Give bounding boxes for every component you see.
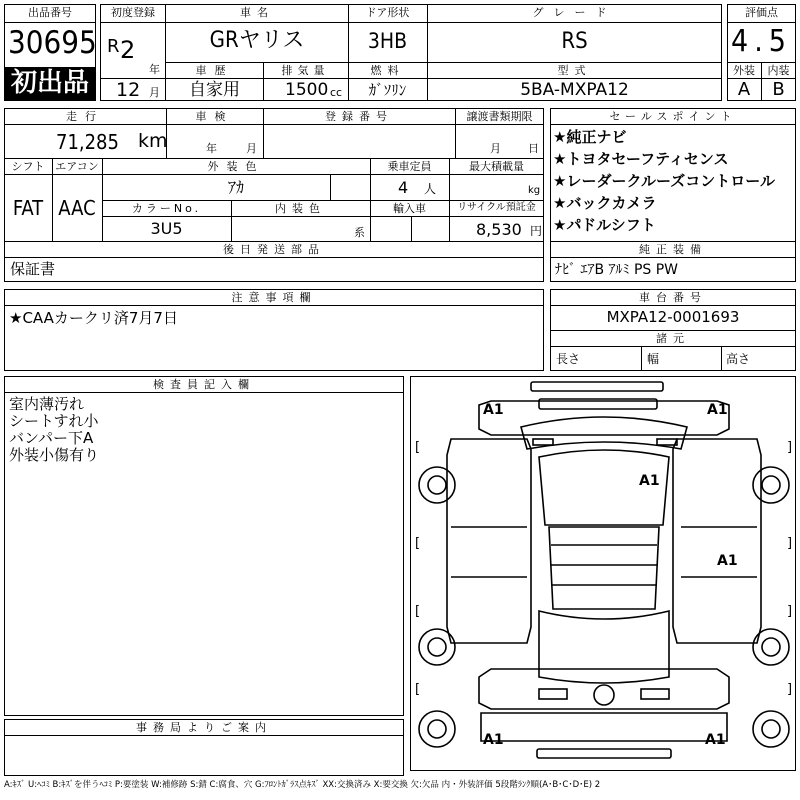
capacity-unit: 人 [424, 182, 437, 196]
displacement-label: 排気量 [281, 64, 330, 77]
exterior-color-label: 外装色 [207, 160, 265, 173]
damage-mark: A1 [705, 732, 726, 748]
ac: AAC [58, 196, 96, 220]
lot-number-label: 出品番号 [28, 6, 72, 19]
dimensions-label: 諸元 [656, 332, 690, 345]
shift: FAT [12, 196, 44, 220]
height-label: 高さ [726, 352, 751, 366]
score-label: 評価点 [745, 6, 778, 19]
recycle-deposit-label: リサイクル預託金 [457, 202, 536, 213]
svg-text:]: ] [787, 536, 793, 551]
later-parts-label: 後日発送部品 [223, 243, 325, 256]
inspector-line: 室内薄汚れ [9, 395, 85, 413]
svg-text:[: [ [415, 604, 421, 619]
damage-mark: A1 [639, 473, 660, 489]
notes-label: 注意事項欄 [231, 291, 317, 304]
grade: RS [561, 29, 588, 54]
equipment-label: 純正装備 [639, 243, 707, 256]
office-notice-label: 事務局よりご案内 [136, 721, 272, 734]
recycle-deposit: 8,530 [476, 220, 522, 239]
mileage-label: 走行 [66, 110, 104, 123]
sales-points-label: セールスポイント [609, 110, 737, 123]
chassis-number: MXPA12-0001693 [606, 308, 740, 326]
score: 4.5 [731, 24, 792, 59]
svg-text:[: [ [415, 536, 421, 551]
shift-label: シフト [11, 160, 45, 173]
capacity: 4 [398, 178, 409, 197]
svg-text:]: ] [787, 604, 793, 619]
year-unit: 年 [149, 63, 160, 76]
exterior-grade: A [737, 79, 751, 100]
displacement: 1500 [285, 80, 329, 100]
model-code-label: 型式 [557, 64, 592, 77]
later-parts: 保証書 [10, 260, 56, 278]
door-type: 3HB [367, 29, 408, 53]
width-label: 幅 [647, 352, 660, 366]
registration-number-label: 登録番号 [325, 110, 393, 123]
car-damage-diagram [410, 376, 796, 771]
exterior-color: ｱｶ [227, 178, 244, 197]
ac-label: エアコン [55, 160, 99, 173]
exterior-label: 外装 [733, 64, 755, 77]
interior-color-unit: 系 [354, 226, 365, 239]
era-year: 2 [120, 36, 136, 64]
length-label: 長さ [556, 352, 581, 366]
transfer-month-unit: 月 [490, 142, 501, 155]
displacement-unit: cc [330, 86, 343, 99]
sales-point: ★純正ナビ [553, 128, 627, 146]
car-name-label: 車名 [240, 6, 274, 19]
era-letter: R [107, 36, 120, 57]
import-label: 輸入車 [393, 202, 426, 215]
svg-text:[: [ [415, 682, 421, 697]
door-type-label: ドア形状 [365, 6, 410, 19]
recycle-deposit-unit: 円 [530, 224, 543, 238]
capacity-label: 乗車定員 [387, 160, 432, 173]
svg-text:]: ] [787, 440, 793, 455]
damage-mark: A1 [707, 402, 728, 418]
color-number: 3U5 [150, 219, 183, 238]
model-code: 5BA-MXPA12 [520, 80, 629, 100]
month-unit: 月 [149, 86, 160, 99]
interior-label: 内装 [767, 64, 790, 77]
svg-text:]: ] [787, 682, 793, 697]
lot-number: 30695 [8, 25, 97, 61]
chassis-label: 車台番号 [639, 291, 707, 304]
fuel: ｶﾞｿﾘﾝ [368, 81, 407, 99]
mileage: 71,285 [56, 130, 119, 154]
sales-point: ★パドルシフト [553, 216, 656, 234]
mileage-unit: km [138, 130, 168, 152]
inspection-month-unit: 月 [246, 142, 257, 155]
inspection-year-unit: 年 [206, 142, 217, 155]
history-label: 車歴 [195, 64, 234, 77]
fuel-label: 燃料 [370, 64, 405, 77]
max-load-unit: kg [528, 185, 541, 196]
first-registration-label: 初度登録 [111, 6, 155, 19]
transfer-day-unit: 日 [528, 142, 539, 155]
sales-point: ★レーダークルーズコントロール [553, 172, 775, 190]
max-load-label: 最大積載量 [469, 160, 524, 173]
inspector-label: 検査員記入欄 [153, 378, 255, 391]
inspector-line: バンパー下A [9, 429, 94, 447]
transfer-deadline-label: 譲渡書類期限 [466, 110, 533, 123]
first-listing-badge: 初出品 [5, 67, 95, 100]
svg-text:[: [ [415, 440, 421, 455]
damage-mark: A1 [483, 402, 504, 418]
car-outline-svg [411, 377, 797, 772]
inspection-label: 車検 [195, 110, 234, 123]
car-name: GRヤリス [209, 28, 305, 53]
grade-label: グレード [532, 6, 617, 19]
interior-color-label: 内装色 [275, 202, 326, 215]
history: 自家用 [189, 80, 240, 100]
notes-text: ★CAAカークリ済7月7日 [9, 309, 178, 327]
damage-mark: A1 [717, 553, 738, 569]
damage-legend: A:ｷｽﾞ U:ﾍｺﾐ B:ｷｽﾞを伴うﾍｺﾐ P:要塗装 W:補修跡 S:錆 C:腐食、穴 G:ﾌﾛﾝﾄｶﾞﾗｽ点ｷｽﾞ XX:交換済み X:要交換 欠:欠品 内・外装評価 5段階ﾗﾝｸ順(A･B･C･D･E) 2 [4, 780, 601, 790]
inspector-line: 外装小傷有り [9, 446, 100, 464]
sales-point: ★トヨタセーフティセンス [553, 150, 729, 168]
sales-point: ★バックカメラ [553, 194, 657, 212]
color-number-label: カラーNo. [131, 202, 202, 215]
interior-grade: B [772, 79, 785, 100]
damage-mark: A1 [483, 732, 504, 748]
equipment: ﾅﾋﾞ ｴｱB ｱﾙﾐ PS PW [555, 262, 679, 278]
inspector-line: シートすれ小 [9, 412, 99, 430]
reg-month: 12 [116, 79, 141, 101]
